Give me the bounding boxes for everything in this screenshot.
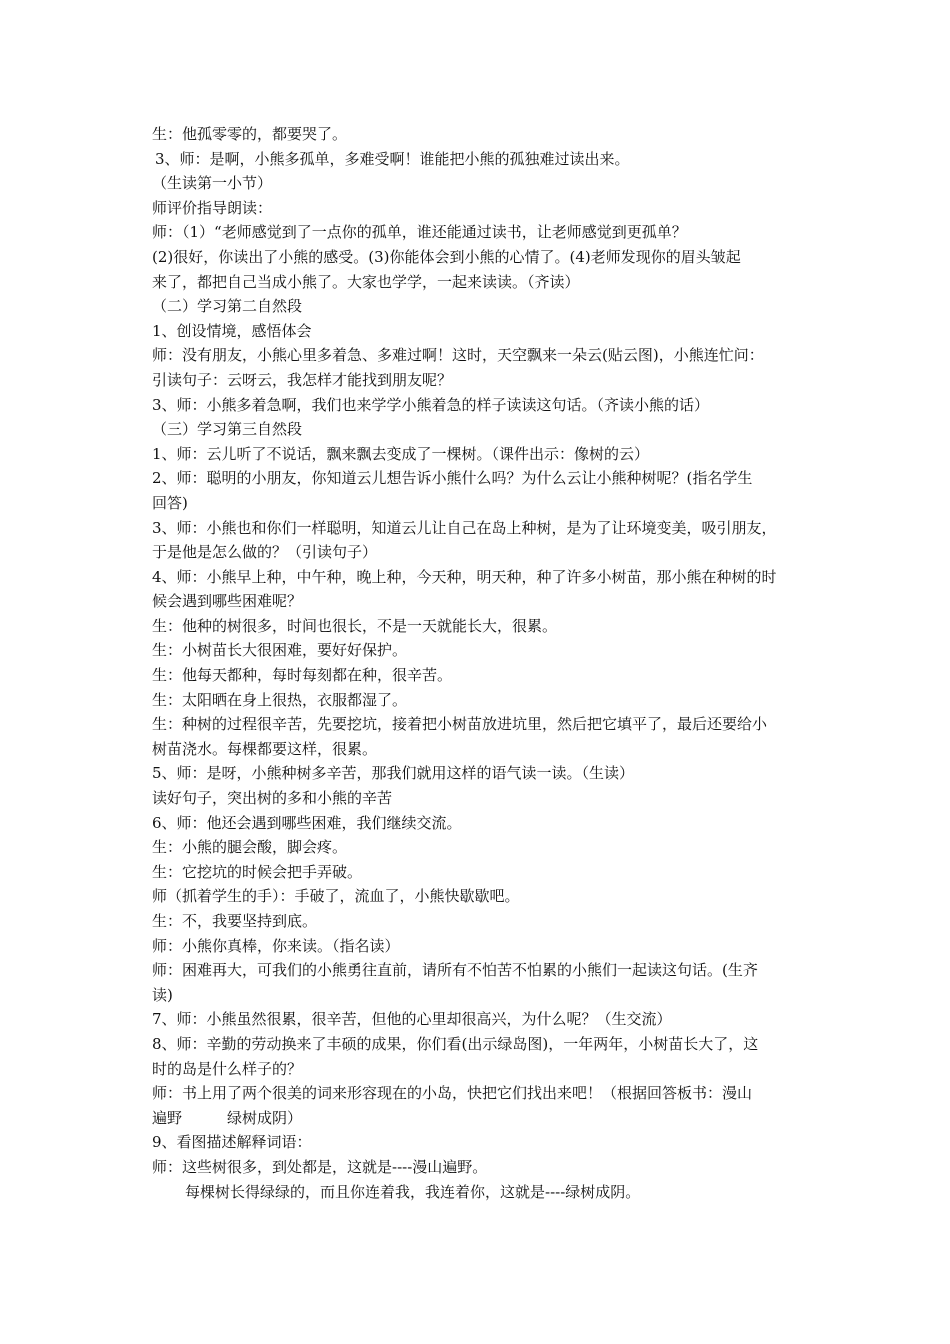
text-line: 师：这些树很多，到处都是，这就是----漫山遍野。 (152, 1157, 488, 1176)
text-line: 时的岛是什么样子的？ (152, 1059, 303, 1078)
text-line: 3、师：小熊多着急啊，我们也来学学小熊着急的样子读读这句话。（齐读小熊的话） (152, 395, 710, 414)
text-line: 3、师：小熊也和你们一样聪明，知道云儿让自己在岛上种树，是为了让环境变美，吸引朋友， (152, 518, 777, 537)
text-line: 7、师：小熊虽然很累，很辛苦，但他的心里却很高兴，为什么呢？（生交流） (152, 1010, 672, 1029)
text-line: 生：他孤零零的，都要哭了。 (152, 125, 348, 143)
text-line: 生：它挖坑的时候会把手弄破。 (152, 862, 363, 881)
text-line: 生：不，我要坚持到底。 (152, 912, 318, 930)
text-line: 生：他每天都种，每时每刻都在种，很辛苦。 (152, 666, 453, 685)
text-line: 读好句子，突出树的多和小熊的辛苦 (152, 789, 393, 808)
text-line: 师评价指导朗读： (152, 198, 273, 217)
text-line: 生：种树的过程很辛苦，先要挖坑，接着把小树苗放进坑里，然后把它填平了，最后还要给小 (152, 715, 768, 734)
text-line: 8、师：辛勤的劳动换来了丰硕的成果，你们看(出示绿岛图)，一年两年，小树苗长大了，这 (152, 1034, 759, 1053)
document-page (152, 122, 812, 1204)
text-line: 生：太阳晒在身上很热，衣服都湿了。 (152, 690, 408, 709)
text-line: 回答) (152, 493, 188, 512)
text-line: 2、师：聪明的小朋友，你知道云儿想告诉小熊什么吗？为什么云让小熊种树呢？(指名学生 (152, 469, 753, 488)
text-line: 师：困难再大，可我们的小熊勇往直前，请所有不怕苦不怕累的小熊们一起读这句话。(生齐 (152, 961, 758, 980)
text-line: 生：他种的树很多，时间也很长，不是一天就能长大，很累。 (152, 616, 558, 635)
text-line: 3、师：是啊，小熊多孤单，多难受啊！谁能把小熊的孤独难过读出来。 (155, 149, 630, 168)
text-line: 引读句子：云呀云，我怎样才能找到朋友呢？ (152, 370, 453, 389)
text-line: （生读第一小节） (152, 174, 273, 193)
text-line: 1、师：云儿听了不说话，飘来飘去变成了一棵树。（课件出示：像树的云） (152, 444, 650, 463)
text-line: 读) (152, 985, 173, 1004)
text-line: 师（抓着学生的手）：手破了，流血了，小熊快歇歇吧。 (152, 887, 520, 906)
text-line: 1、创设情境，感悟体会 (152, 321, 312, 340)
text-line: 9、看图描述解释词语： (152, 1133, 312, 1152)
text-line: 师：（1）“老师感觉到了一点你的孤单，谁还能通过读书，让老师感觉到更孤单？ (152, 223, 687, 242)
text-line: 生：小熊的腿会酸，脚会疼。 (152, 838, 348, 857)
text-line: 来了，都把自己当成小熊了。大家也学学，一起来读读。（齐读） (152, 272, 580, 291)
text-line: 生：小树苗长大很困难，要好好保护。 (152, 641, 408, 660)
text-line: 4、师：小熊早上种，中午种，晚上种，今天种，明天种，种了许多小树苗，那小熊在种树的时 (152, 567, 777, 586)
text-line: (2)很好，你读出了小熊的感受。(3)你能体会到小熊的心情了。(4)老师发现你的眉头皱起 (152, 247, 741, 266)
section-heading: （二）学习第二自然段 (152, 297, 303, 316)
text-line: 遍野 绿树成阴） (152, 1108, 303, 1127)
text-line: 树苗浇水。每棵都要这样，很累。 (152, 739, 378, 758)
text-line: 候会遇到哪些困难呢？ (152, 592, 303, 611)
text-line: 6、师：他还会遇到哪些困难，我们继续交流。 (152, 813, 462, 832)
text-line: 于是他是怎么做的？（引读句子） (152, 543, 378, 562)
text-line: 师：书上用了两个很美的词来形容现在的小岛，快把它们找出来吧！（根据回答板书：漫山 (152, 1084, 753, 1103)
text-line: 5、师：是呀，小熊种树多辛苦，那我们就用这样的语气读一读。（生读） (152, 764, 635, 783)
text-line: 师：没有朋友，小熊心里多着急、多难过啊！这时，天空飘来一朵云(贴云图)，小熊连忙问： (152, 346, 764, 365)
section-heading: （三）学习第三自然段 (152, 420, 303, 439)
text-line: 每棵树长得绿绿的，而且你连着我，我连着你，这就是----绿树成阴。 (185, 1182, 641, 1201)
text-line: 师：小熊你真棒，你来读。（指名读） (152, 936, 400, 955)
